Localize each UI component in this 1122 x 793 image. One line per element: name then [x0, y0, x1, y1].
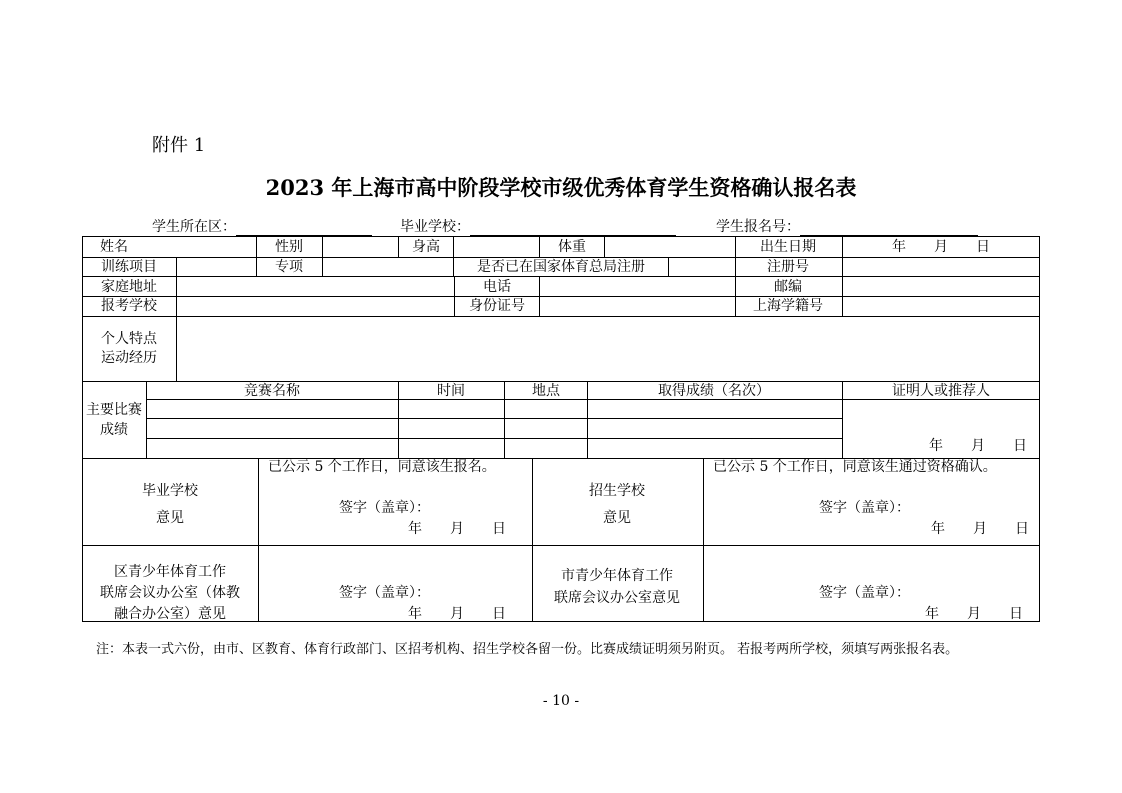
- label-district-office-3: 融合办公室）意见: [114, 606, 226, 622]
- col-comp-place: 地点: [532, 383, 560, 399]
- label-admit-school-1: 招生学校: [589, 483, 645, 499]
- reg-no-input-line[interactable]: [800, 221, 978, 236]
- reg-no-field: [716, 216, 978, 236]
- label-city-office-2: 联席会议办公室意见: [554, 590, 680, 606]
- footnote: 注：本表一式六份，由市、区教育、体育行政部门、区招考机构、招生学校各留一份。比赛成绩证明须另附页。 若报考两所学校，须填写两张报名表。: [96, 642, 959, 657]
- label-city-office-1: 市青少年体育工作: [561, 568, 673, 584]
- label-weight: 体重: [558, 239, 586, 255]
- city-office-date: 年 月 日: [925, 606, 1023, 622]
- witness-date: 年 月 日: [929, 438, 1027, 454]
- admit-school-text: 已公示 5 个工作日，同意该生通过资格确认。: [713, 459, 997, 475]
- label-gender: 性别: [275, 239, 303, 255]
- admit-school-sign[interactable]: 签字（盖章）：: [819, 500, 910, 516]
- label-home-address: 家庭地址: [101, 279, 157, 295]
- form-title: 2023 年上海市高中阶段学校市级优秀体育学生资格确认报名表: [265, 175, 857, 200]
- grad-school-label: 毕业学校：: [400, 219, 470, 235]
- label-sh-student-no: 上海学籍号: [753, 298, 823, 314]
- label-admit-school-2: 意见: [603, 510, 631, 526]
- district-field: [152, 216, 372, 236]
- label-grad-school-2: 意见: [156, 510, 184, 526]
- label-district-office-2: 联席会议办公室（体教: [100, 585, 240, 601]
- label-competitions-2: 成绩: [100, 422, 128, 438]
- label-district-office-1: 区青少年体育工作: [114, 564, 226, 580]
- label-postcode: 邮编: [774, 279, 802, 295]
- label-height: 身高: [412, 239, 440, 255]
- district-office-sign[interactable]: 签字（盖章）：: [339, 585, 430, 601]
- grad-school-field: [400, 216, 676, 236]
- label-training-item: 训练项目: [101, 259, 157, 275]
- grad-school-input-line[interactable]: [470, 221, 676, 236]
- col-comp-result: 取得成绩（名次）: [658, 383, 770, 399]
- label-grad-school-1: 毕业学校: [142, 483, 198, 499]
- district-input-line[interactable]: [236, 221, 372, 236]
- label-personal-2: 运动经历: [101, 350, 157, 366]
- label-national-registered: 是否已在国家体育总局注册: [477, 259, 645, 275]
- page-number: - 10 -: [542, 693, 580, 709]
- district-label: 学生所在区：: [152, 219, 236, 235]
- admit-school-date: 年 月 日: [931, 521, 1029, 537]
- registration-form-table: [82, 236, 1040, 622]
- city-office-sign[interactable]: 签字（盖章）：: [819, 585, 910, 601]
- grad-school-date: 年 月 日: [408, 521, 506, 537]
- label-specialty: 专项: [275, 259, 303, 275]
- col-witness: 证明人或推荐人: [892, 383, 990, 399]
- reg-no-label: 学生报名号：: [716, 219, 800, 235]
- col-comp-time: 时间: [437, 383, 465, 399]
- grad-school-text: 已公示 5 个工作日，同意该生报名。: [268, 459, 496, 475]
- col-comp-name: 竞赛名称: [244, 383, 300, 399]
- birth-date-value[interactable]: 年 月 日: [892, 239, 990, 255]
- annex-label: 附件 1: [152, 135, 206, 156]
- label-id-no: 身份证号: [469, 298, 525, 314]
- grad-school-sign[interactable]: 签字（盖章）：: [339, 500, 430, 516]
- label-name: 姓名: [100, 239, 128, 255]
- label-apply-school: 报考学校: [101, 298, 157, 314]
- label-competitions-1: 主要比赛: [86, 402, 142, 418]
- district-office-date: 年 月 日: [408, 606, 506, 622]
- label-birth-date: 出生日期: [760, 239, 816, 255]
- label-personal-1: 个人特点: [101, 331, 157, 347]
- label-phone: 电话: [483, 279, 511, 295]
- label-registration-no: 注册号: [767, 259, 809, 275]
